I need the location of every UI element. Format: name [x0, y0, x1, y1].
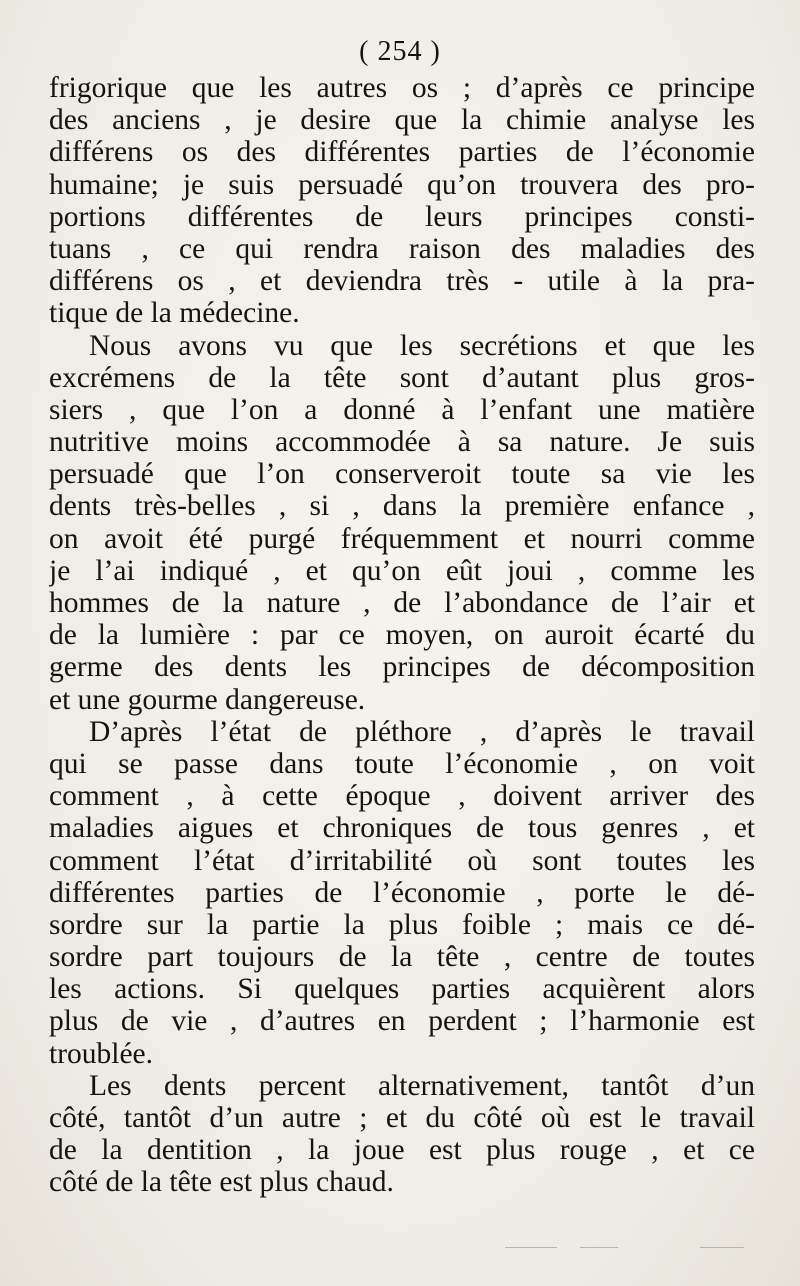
paragraph-3: [49, 716, 755, 1070]
text-line: de la lumière : par ce moyen, on auroit écarté du: [49, 619, 755, 652]
text-line: portions différentes de leurs principes consti-: [49, 200, 755, 233]
text-line: frigorique que les autres os ; d’après ce principe: [49, 72, 755, 104]
text-line: je l’ai indiqué , et qu’on eût joui , comme les: [49, 554, 755, 587]
bottom-mark: [505, 1247, 557, 1248]
text-line: de la dentition , la joue est plus rouge , et ce: [49, 1134, 755, 1167]
text-line: Les dents percent alternativement, tantôt d’un: [89, 1069, 755, 1102]
text-line: comment , à cette époque , doivent arriver des: [49, 780, 755, 813]
text-line: côté, tantôt d’un autre ; et du côté où est le travail: [49, 1102, 755, 1134]
text-line: humaine; je suis persuadé qu’on trouvera des pro-: [49, 168, 755, 201]
text-line: et une gourme dangereuse.: [49, 683, 366, 716]
text-line: nutritive moins accommodée à sa nature. Je suis: [49, 426, 755, 459]
text-line: maladies aigues et chroniques de tous genres , et: [49, 812, 755, 845]
text-line: différens os , et deviendra très - utile à la pra-: [49, 265, 755, 298]
text-line: qui se passe dans toute l’économie , on voit: [49, 747, 755, 780]
paragraph-4: [49, 1070, 755, 1199]
text-line: persuadé que l’on conserveroit toute sa vie les: [49, 458, 755, 491]
text-line: tuans , ce qui rendra raison des maladies des: [49, 232, 755, 265]
text-line: comment l’état d’irritabilité où sont toutes les: [49, 844, 755, 877]
page-number: ( 254 ): [359, 36, 441, 67]
text-line: différens os des différentes parties de l’économie: [49, 136, 755, 169]
text-line: tique de la médecine.: [49, 297, 300, 330]
body-text: [49, 72, 755, 1199]
text-line: troublée.: [49, 1037, 154, 1070]
paragraph-2: [49, 330, 755, 716]
text-line: sordre sur la partie la plus foible ; mais ce dé-: [49, 908, 755, 941]
bottom-mark: [700, 1247, 744, 1248]
text-line: différentes parties de l’économie , porte le dé-: [49, 876, 755, 909]
text-line: D’après l’état de pléthore , d’après le travail: [89, 715, 755, 748]
text-line: germe des dents les principes de décomposition: [49, 651, 755, 684]
text-line: des anciens , je desire que la chimie analyse les: [49, 104, 755, 137]
text-line: côté de la tête est plus chaud.: [49, 1166, 394, 1199]
text-line: dents très-belles , si , dans la première enfance ,: [49, 490, 755, 523]
bottom-mark: [580, 1247, 618, 1248]
text-line: siers , que l’on a donné à l’enfant une matière: [49, 393, 755, 426]
text-line: Nous avons vu que les secrétions et que les: [89, 329, 755, 362]
text-line: excrémens de la tête sont d’autant plus gros-: [49, 361, 755, 394]
text-line: hommes de la nature , de l’abondance de l’air et: [49, 587, 755, 619]
text-line: on avoit été purgé fréquemment et nourri comme: [49, 522, 755, 555]
text-line: plus de vie , d’autres en perdent ; l’harmonie est: [49, 1005, 755, 1038]
text-line: sordre part toujours de la tête , centre de toutes: [49, 941, 755, 974]
text-line: les actions. Si quelques parties acquièrent alors: [49, 973, 755, 1006]
paragraph-1: [49, 72, 755, 330]
